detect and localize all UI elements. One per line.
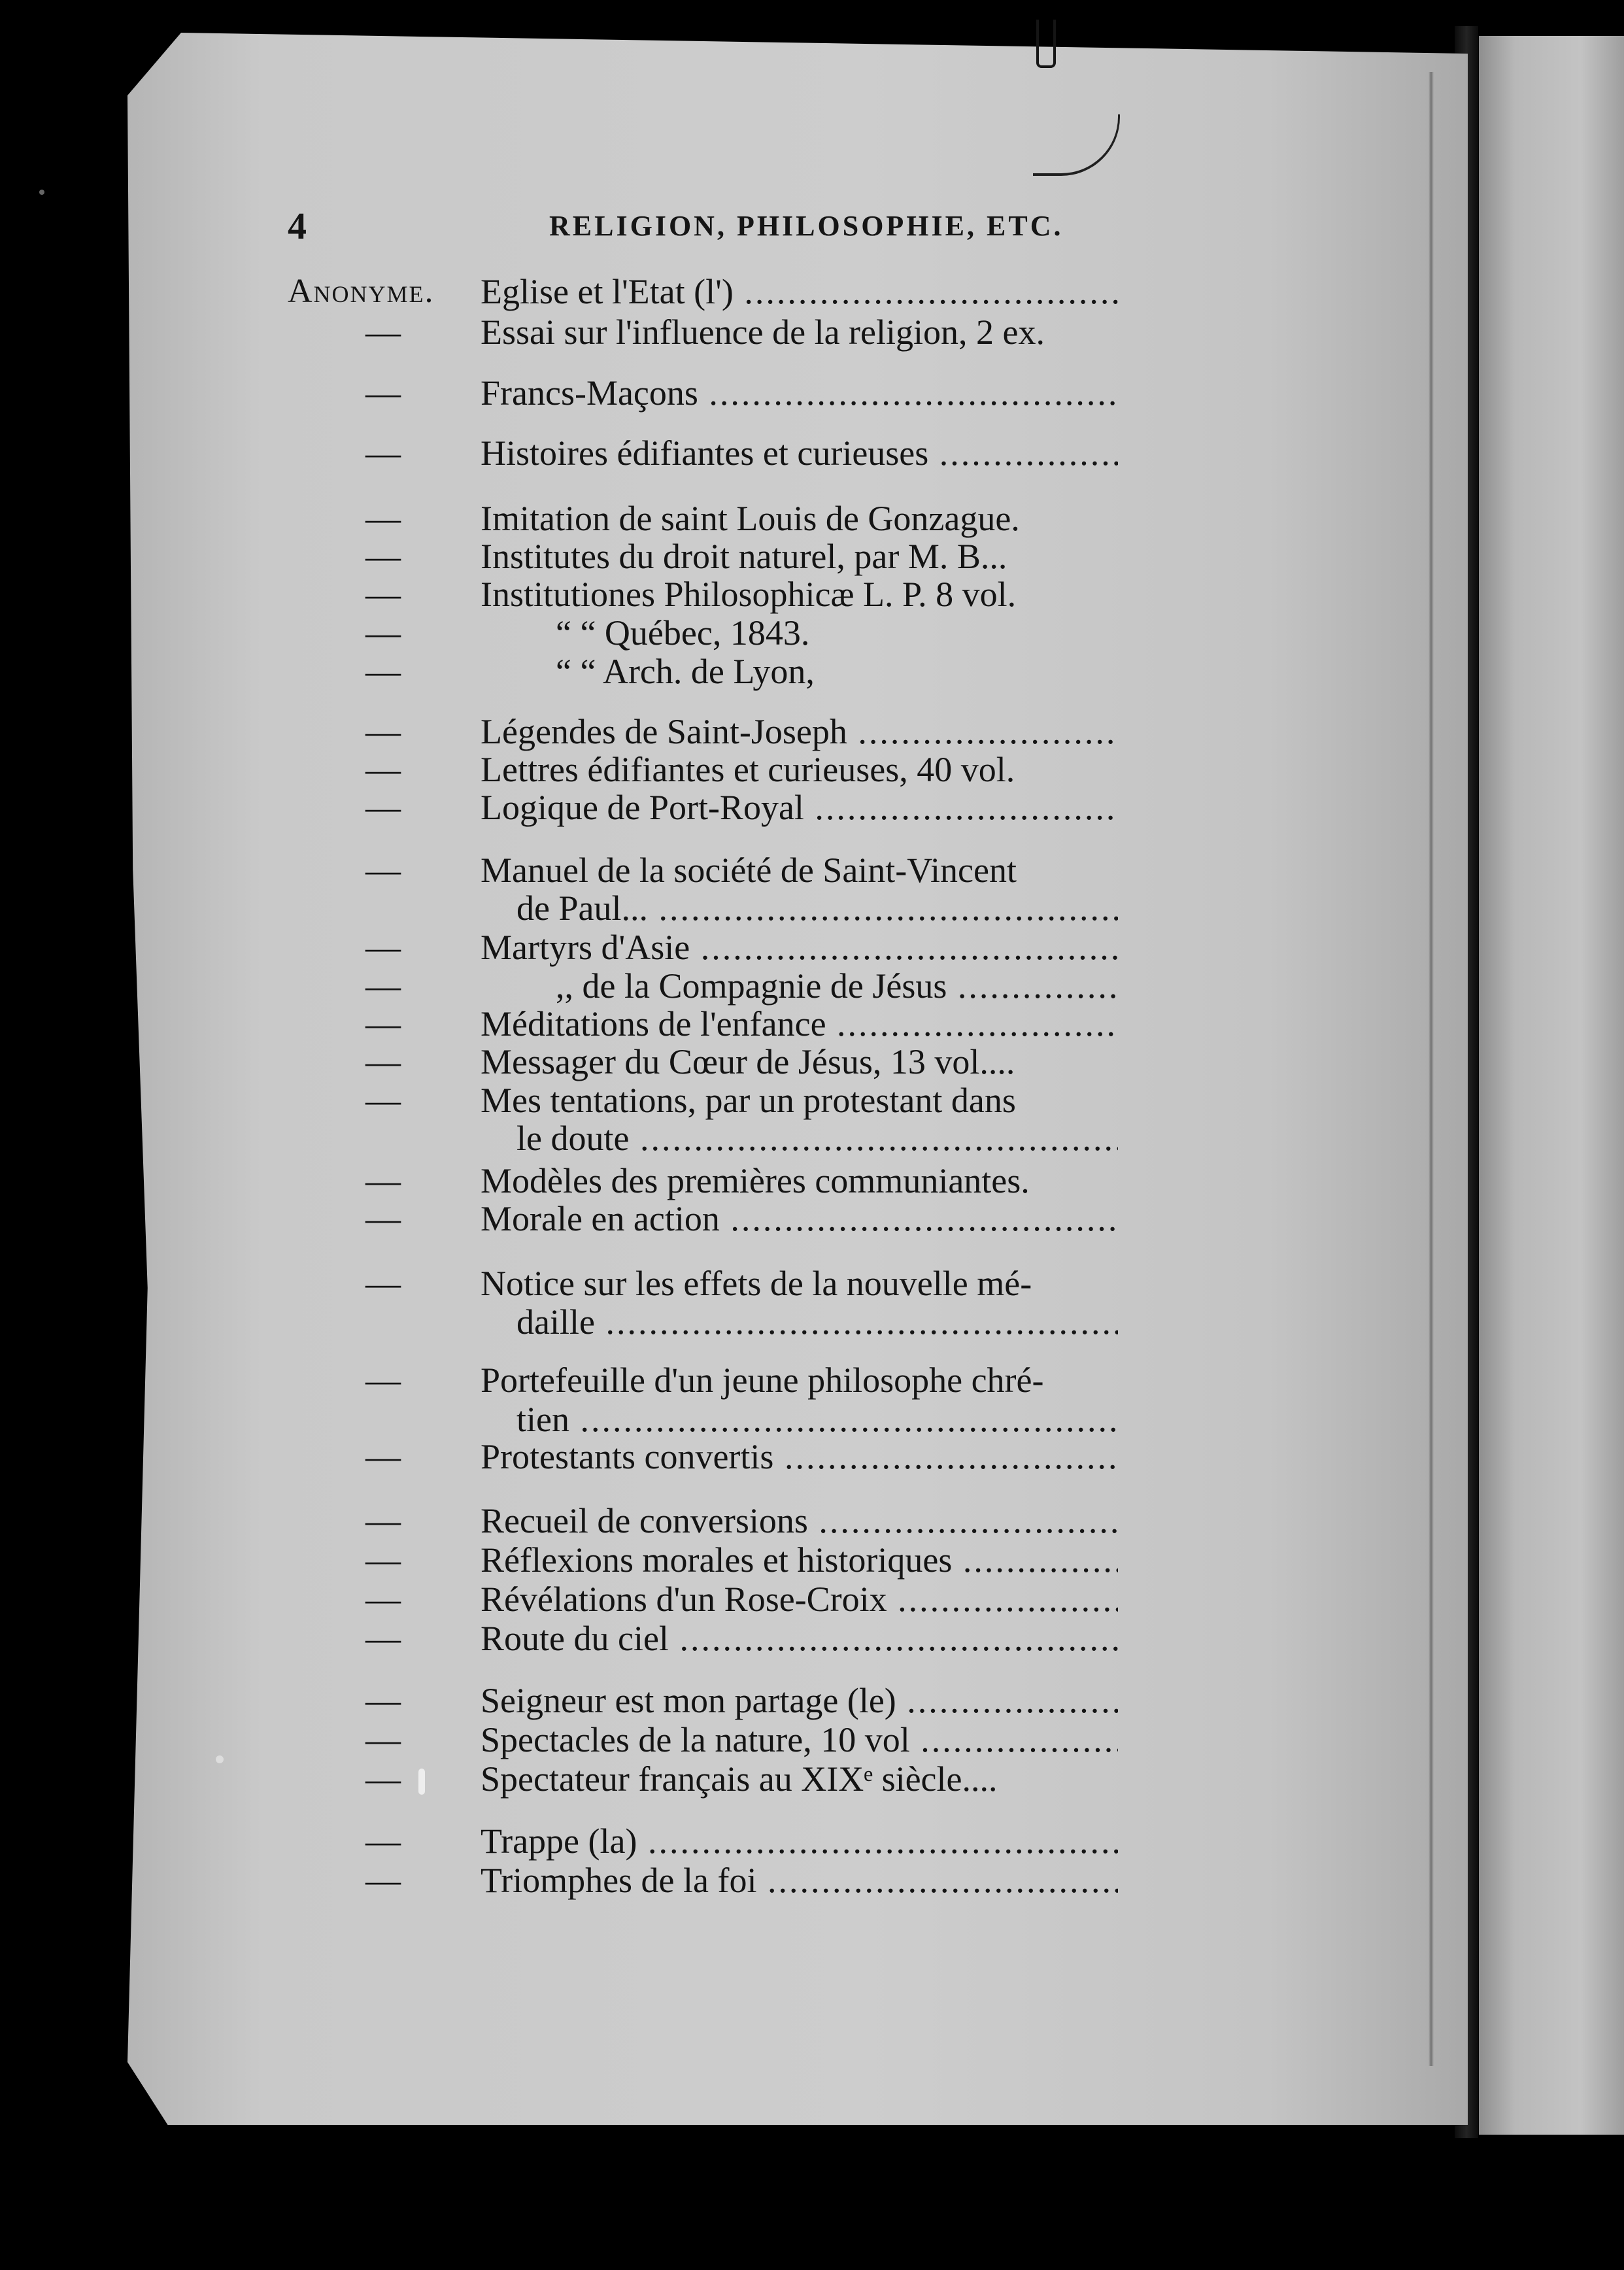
ditto-dash: — — [365, 1264, 401, 1303]
catalogue-entry — [0, 966, 1624, 1006]
entry-title: ,, de la Compagnie de Jésus ..... — [556, 966, 1118, 1006]
ditto-dash: — — [365, 1042, 401, 1081]
entry-title: Triomphes de la foi ..... — [481, 1860, 1118, 1901]
entry-title: Légendes de Saint-Joseph ..... — [481, 711, 1118, 752]
catalogue-entry — [0, 312, 1624, 352]
entry-title: Institutiones Philosophicæ L. P. 8 vol. — [481, 575, 1017, 614]
catalogue-entry — [0, 711, 1624, 752]
catalogue-entry — [0, 1821, 1624, 1861]
entry-title: Révélations d'un Rose-Croix ..... — [481, 1579, 1118, 1619]
ditto-dash: — — [365, 373, 401, 413]
catalogue-entry — [0, 1759, 1624, 1799]
ditto-dash: — — [365, 788, 401, 827]
author-name: Anonyme. — [288, 273, 435, 310]
entry-title: Lettres édifiantes et curieuses, 40 vol. — [481, 750, 1015, 789]
catalogue-entry — [0, 1860, 1624, 1901]
entry-title: Route du ciel ..... — [481, 1618, 1118, 1659]
catalogue-entry — [0, 574, 1624, 615]
catalogue-entry — [0, 536, 1624, 577]
entry-title: Institutes du droit naturel, par M. B... — [481, 537, 1007, 576]
entry-title: Portefeuille d'un jeune philosophe chré- — [481, 1361, 1044, 1400]
catalogue-entry — [0, 1198, 1624, 1239]
catalogue-entry — [0, 1540, 1624, 1580]
ditto-dash: — — [365, 537, 401, 576]
ditto-dash: — — [365, 1437, 401, 1476]
entry-title: Notice sur les effets de la nouvelle mé- — [481, 1264, 1032, 1303]
catalogue-entry — [0, 1618, 1624, 1659]
ditto-dash: — — [365, 1081, 401, 1120]
ditto-dash: — — [365, 1580, 401, 1619]
catalogue-entry — [0, 1004, 1624, 1044]
catalogue-entry — [0, 1080, 1624, 1121]
entry-title: Méditations de l'enfance ..... — [481, 1004, 1118, 1044]
catalogue-entry — [0, 1360, 1624, 1400]
entry-title: “ “ Québec, 1843. — [556, 613, 810, 652]
entry-title: Protestants convertis ..... — [481, 1436, 1118, 1477]
catalogue-entry — [0, 613, 1624, 653]
catalogue-entry-continuation — [0, 1399, 1624, 1440]
entry-title: Francs-Maçons ..... — [481, 373, 1118, 413]
catalogue-entry — [0, 433, 1624, 473]
ditto-dash: — — [365, 575, 401, 614]
ditto-dash: — — [365, 433, 401, 473]
ditto-dash: — — [365, 613, 401, 652]
paper-speck — [39, 190, 44, 195]
ditto-dash: — — [365, 966, 401, 1006]
ditto-dash: — — [365, 750, 401, 789]
catalogue-entry — [0, 1042, 1624, 1082]
catalogue-entry — [0, 1680, 1624, 1721]
entry-title: Spectacles de la nature, 10 vol ..... — [481, 1719, 1118, 1760]
ditto-dash: — — [365, 1161, 401, 1200]
catalogue-entry — [0, 1719, 1624, 1760]
entry-title: Eglise et l'Etat (l') ..... — [481, 271, 1118, 312]
catalogue-entry — [0, 850, 1624, 890]
ditto-dash: — — [365, 1861, 401, 1900]
entry-title: daille ..... — [516, 1302, 1118, 1342]
entry-title: Histoires édifiantes et curieuses ..... — [481, 433, 1118, 473]
entry-title: Morale en action ..... — [481, 1198, 1118, 1239]
entry-title: Mes tentations, par un protestant dans — [481, 1081, 1016, 1120]
ditto-dash: — — [365, 1361, 401, 1400]
ditto-dash: — — [365, 1501, 401, 1540]
ditto-dash: — — [365, 1199, 401, 1238]
entry-title: Logique de Port-Royal ..... — [481, 787, 1118, 828]
catalogue-entry — [0, 1160, 1624, 1201]
entry-title: Manuel de la société de Saint-Vincent — [481, 851, 1017, 890]
catalogue-entry — [0, 373, 1624, 413]
entry-title: Imitation de saint Louis de Gonzague. — [481, 499, 1020, 538]
catalogue-entry — [0, 1500, 1624, 1541]
catalogue-entry — [0, 651, 1624, 692]
catalogue-entry — [0, 787, 1624, 828]
ditto-dash: — — [365, 1759, 401, 1799]
catalogue-entry — [0, 749, 1624, 790]
entry-title: tien ..... — [516, 1399, 1118, 1440]
catalogue-entry — [0, 271, 1624, 312]
entry-title: Spectateur français au XIXᵉ siècle.... — [481, 1759, 998, 1799]
paper-speck — [418, 1769, 425, 1795]
entry-title: de Paul... ..... — [516, 888, 1118, 928]
entry-title: Martyrs d'Asie ..... — [481, 927, 1118, 968]
ditto-dash: — — [365, 499, 401, 538]
ditto-dash: — — [365, 1004, 401, 1043]
entry-title: Trappe (la) ..... — [481, 1821, 1118, 1861]
page-number: 4 — [288, 205, 307, 247]
catalogue-entry — [0, 498, 1624, 539]
running-title: RELIGION, PHILOSOPHIE, ETC. — [549, 210, 1064, 242]
ditto-dash: — — [365, 1540, 401, 1580]
catalogue-entry-continuation — [0, 1302, 1624, 1342]
ditto-dash: — — [365, 1681, 401, 1720]
entry-title: Messager du Cœur de Jésus, 13 vol.... — [481, 1042, 1015, 1081]
ditto-dash: — — [365, 1619, 401, 1658]
catalogue-entry — [0, 927, 1624, 968]
catalogue-entry — [0, 1263, 1624, 1304]
entry-title: Seigneur est mon partage (le) ..... — [481, 1680, 1118, 1721]
ditto-dash: — — [365, 712, 401, 751]
catalogue-entry-continuation — [0, 888, 1624, 928]
catalogue-entry — [0, 1579, 1624, 1619]
paper-speck — [216, 1755, 224, 1763]
entry-title: le doute ..... — [516, 1118, 1118, 1159]
catalogue-entry — [0, 1436, 1624, 1477]
ditto-dash: — — [365, 652, 401, 691]
entry-title: Recueil de conversions ..... — [481, 1500, 1118, 1541]
ditto-dash: — — [365, 1821, 401, 1861]
entry-title: “ “ Arch. de Lyon, — [556, 652, 815, 691]
catalogue-entry-continuation — [0, 1118, 1624, 1159]
ditto-dash: — — [365, 928, 401, 967]
ditto-dash: — — [365, 1720, 401, 1759]
entry-title: Modèles des premières communiantes. — [481, 1161, 1030, 1200]
entry-title: Essai sur l'influence de la religion, 2 ex. — [481, 313, 1045, 352]
ditto-dash: — — [365, 313, 401, 352]
entry-title: Réflexions morales et historiques ..... — [481, 1540, 1118, 1580]
ditto-dash: — — [365, 851, 401, 890]
